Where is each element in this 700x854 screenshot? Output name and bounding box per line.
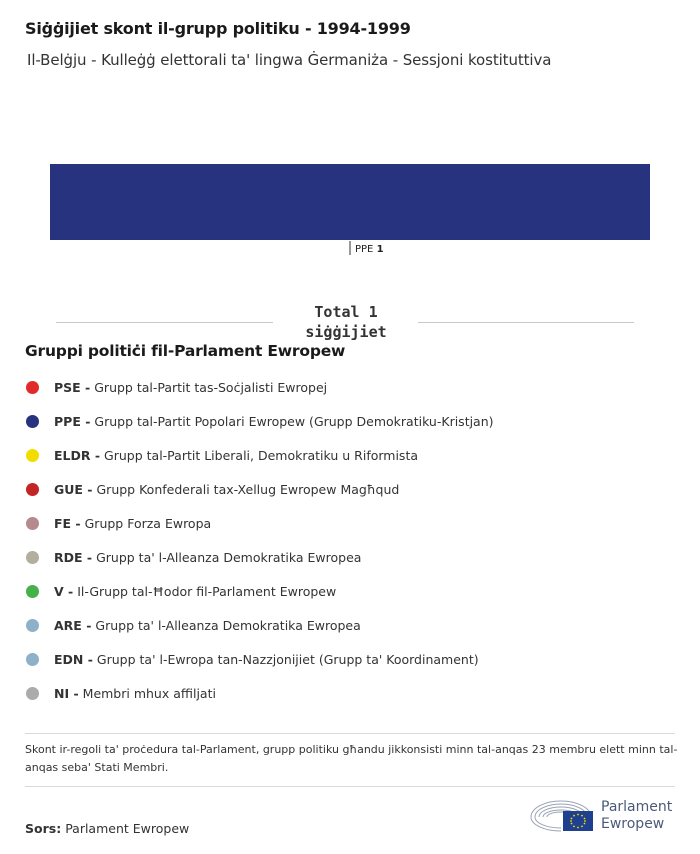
logo-line-2: Ewropew xyxy=(601,816,665,832)
legend-abbr: PPE - xyxy=(54,413,91,429)
legend-abbr: FE - xyxy=(54,515,81,531)
bar-data-label-abbr: PPE xyxy=(355,244,377,255)
legend-abbr: ARE - xyxy=(54,617,92,633)
legend-item xyxy=(25,370,685,404)
legend-color-dot-icon xyxy=(26,619,39,632)
legend-color-dot-icon xyxy=(26,687,39,700)
legend-label: Grupp tal-Partit tas-Soċjalisti Ewropej xyxy=(94,379,328,395)
source-text: Parlament Ewropew xyxy=(65,821,190,836)
legend-color-dot-icon xyxy=(26,551,39,564)
legend-title: Gruppi politiċi fil-Parlament Ewropew xyxy=(25,342,346,360)
legend-item xyxy=(25,540,685,574)
note-divider-top xyxy=(25,733,675,734)
legend-item xyxy=(25,404,685,438)
legend-color-dot-icon xyxy=(26,585,39,598)
legend-label: Grupp ta' l-Alleanza Demokratika Ewropea xyxy=(95,617,361,633)
bar-data-label-value: 1 xyxy=(376,244,384,255)
logo-line-1: Parlament xyxy=(601,799,673,815)
source-label: Sors: xyxy=(25,821,62,836)
legend-label: Il-Grupp tal-Ħodor fil-Parlament Ewropew xyxy=(77,583,337,599)
legend-abbr: EDN - xyxy=(54,651,93,667)
eu-parliament-logo xyxy=(529,795,679,835)
logo-wordmark xyxy=(601,799,672,833)
legend-item xyxy=(25,438,685,472)
total-count: Total 1 xyxy=(314,303,378,321)
legend-label: Grupp tal-Partit Popolari Ewropew (Grupp Demokratiku-Kristjan) xyxy=(94,413,494,429)
legend-item xyxy=(25,472,685,506)
total-seats xyxy=(0,300,700,344)
legend-color-dot-icon xyxy=(26,483,39,496)
legend-color-dot-icon xyxy=(26,449,39,462)
total-unit: siġġijiet xyxy=(305,323,387,341)
legend-abbr: V - xyxy=(54,583,74,599)
eu-parliament-logo-icon xyxy=(529,795,597,835)
legend-color-dot-icon xyxy=(26,415,39,428)
legend-color-dot-icon xyxy=(26,653,39,666)
legend-item xyxy=(25,608,685,642)
bar-data-label xyxy=(355,244,384,255)
legend-abbr: PSE - xyxy=(54,379,91,395)
legend-abbr: GUE - xyxy=(54,481,93,497)
legend-abbr: RDE - xyxy=(54,549,93,565)
source xyxy=(25,821,189,836)
legend-color-dot-icon xyxy=(26,517,39,530)
chart-title: Siġġijiet skont il-grupp politiku - 1994-1999 xyxy=(25,19,411,38)
legend-label: Grupp Konfederali tax-Xellug Ewropew Magħqud xyxy=(96,481,400,497)
legend-item xyxy=(25,642,685,676)
legend-item xyxy=(25,676,685,710)
legend-item xyxy=(25,506,685,540)
total-label xyxy=(274,302,418,342)
seat-bar-chart xyxy=(0,150,700,260)
chart-subtitle: Il-Belġju - Kulleġġ elettorali ta' lingwa Ġermaniża - Sessjoni kostituttiva xyxy=(27,51,552,69)
footnote: Skont ir-regoli ta' proċedura tal-Parlament, grupp politiku għandu jikkonsisti minn tal-anqas 23 membru elett minn tal-anqas seba' Stati Membri. xyxy=(25,743,678,774)
legend-label: Grupp Forza Ewropa xyxy=(84,515,212,531)
total-divider-left xyxy=(56,322,273,323)
legend-abbr: NI - xyxy=(54,685,79,701)
legend-label: Grupp ta' l-Ewropa tan-Nazzjonijiet (Grupp ta' Koordinament) xyxy=(96,651,479,667)
legend-abbr: ELDR - xyxy=(54,447,101,463)
bar-segment-ppe xyxy=(50,164,650,240)
legend xyxy=(25,370,685,710)
legend-label: Grupp ta' l-Alleanza Demokratika Ewropea xyxy=(96,549,362,565)
legend-item xyxy=(25,574,685,608)
note-divider-bottom xyxy=(25,786,675,787)
total-divider-right xyxy=(418,322,634,323)
legend-color-dot-icon xyxy=(26,381,39,394)
legend-label: Membri mhux affiljati xyxy=(82,685,216,701)
legend-label: Grupp tal-Partit Liberali, Demokratiku u Riformista xyxy=(104,447,419,463)
